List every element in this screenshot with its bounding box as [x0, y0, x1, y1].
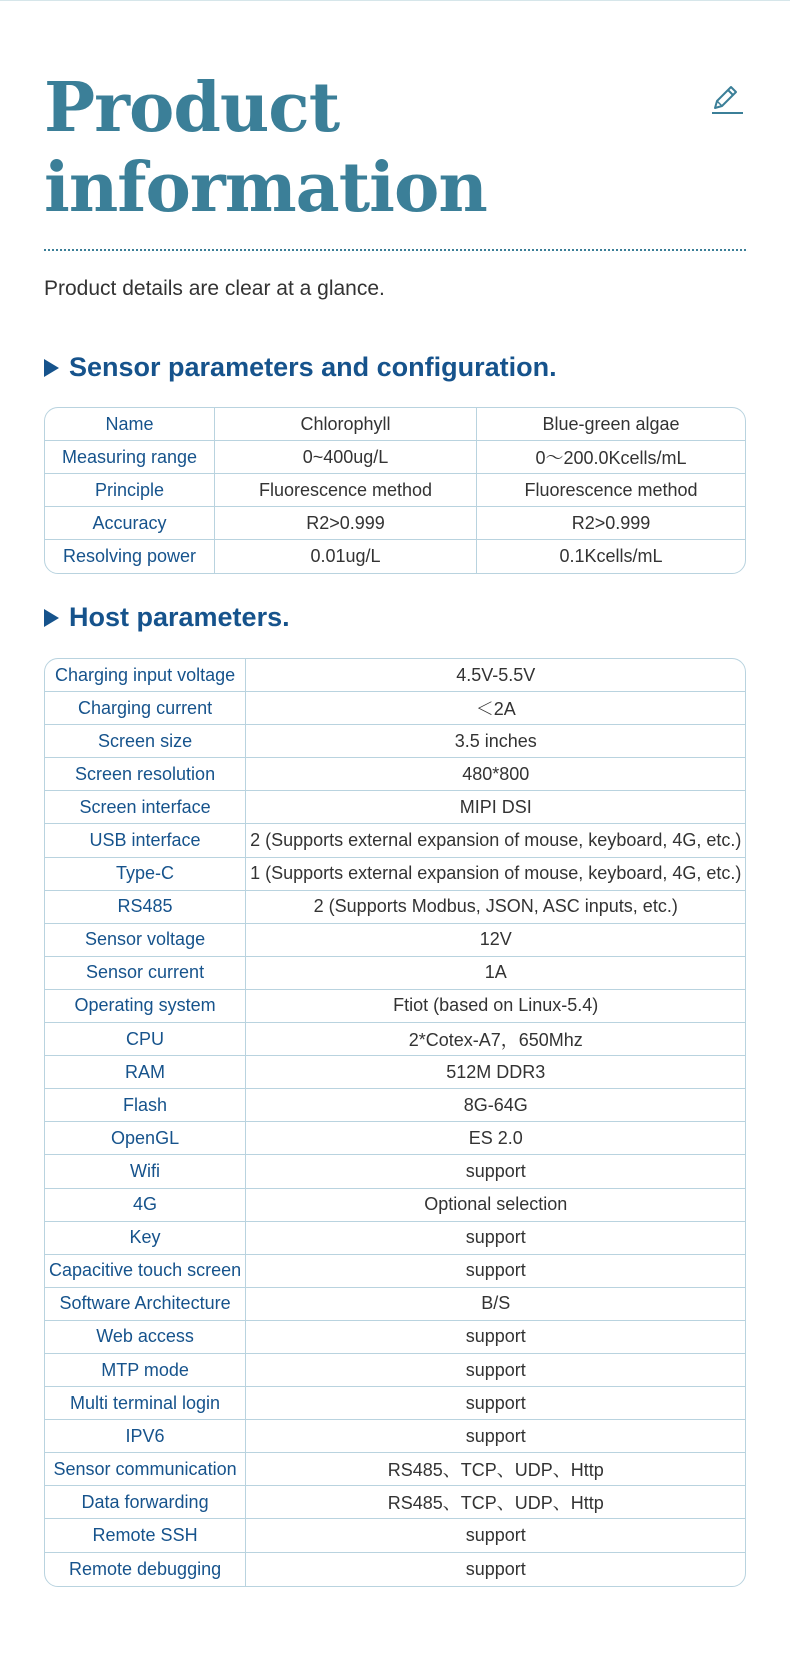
param-label: Sensor current [45, 957, 246, 990]
param-label: Type-C [45, 858, 246, 891]
param-label: Remote debugging [45, 1553, 246, 1586]
param-value: 4.5V-5.5V [246, 659, 745, 692]
table-row [45, 924, 745, 957]
param-label: OpenGL [45, 1122, 246, 1155]
table-row [45, 758, 745, 791]
param-label: Charging current [45, 692, 246, 725]
pencil-icon [707, 80, 745, 118]
table-row [45, 474, 745, 507]
param-value: 2*Cotex-A7，650Mhz [246, 1023, 745, 1056]
param-value: support [246, 1354, 745, 1387]
param-value: 1 (Supports external expansion of mouse, keyboard, 4G, etc.) [246, 858, 745, 891]
chlorophyll-value: R2>0.999 [215, 507, 477, 540]
param-label: USB interface [45, 824, 246, 857]
param-label: Remote SSH [45, 1519, 246, 1552]
param-value: support [246, 1519, 745, 1552]
param-value: B/S [246, 1288, 745, 1321]
param-label: Flash [45, 1089, 246, 1122]
param-label: Software Architecture [45, 1288, 246, 1321]
chlorophyll-value: 0.01ug/L [215, 540, 477, 573]
param-label: Screen size [45, 725, 246, 758]
param-label: Measuring range [45, 441, 215, 474]
table-row [45, 1420, 745, 1453]
sensor-section-title: Sensor parameters and configuration. [69, 352, 557, 382]
table-row [45, 858, 745, 891]
title-line-2: information [44, 148, 487, 228]
table-row [45, 891, 745, 924]
param-value: ES 2.0 [246, 1122, 745, 1155]
table-row [45, 1321, 745, 1354]
param-value: ＜2A [246, 692, 745, 725]
param-label: Wifi [45, 1155, 246, 1188]
param-value: 1A [246, 957, 745, 990]
param-value: support [246, 1222, 745, 1255]
param-value: 480*800 [246, 758, 745, 791]
param-label: Operating system [45, 990, 246, 1023]
table-row [45, 408, 745, 441]
param-label: Sensor voltage [45, 924, 246, 957]
table-row [45, 957, 745, 990]
top-divider [0, 0, 790, 1]
table-row [45, 1519, 745, 1552]
host-section-heading [44, 602, 290, 633]
title-line-1: Product [44, 68, 340, 148]
param-value: support [246, 1420, 745, 1453]
param-value: MIPI DSI [246, 791, 745, 824]
param-label: 4G [45, 1189, 246, 1222]
param-value: support [246, 1155, 745, 1188]
blue-green-algae-value: R2>0.999 [477, 507, 745, 540]
param-value: 2 (Supports Modbus, JSON, ASC inputs, etc.) [246, 891, 745, 924]
table-row [45, 1189, 745, 1222]
param-label: Charging input voltage [45, 659, 246, 692]
param-value: Optional selection [246, 1189, 745, 1222]
param-label: Data forwarding [45, 1486, 246, 1519]
table-row [45, 1089, 745, 1122]
table-row [45, 824, 745, 857]
param-label: MTP mode [45, 1354, 246, 1387]
table-row [45, 1486, 745, 1519]
table-row [45, 441, 745, 474]
dotted-divider [44, 249, 746, 251]
table-row [45, 659, 745, 692]
triangle-bullet-icon [44, 609, 59, 627]
page-subtitle: Product details are clear at a glance. [44, 277, 385, 300]
param-label: Resolving power [45, 540, 215, 573]
param-label: IPV6 [45, 1420, 246, 1453]
host-section-title: Host parameters. [69, 602, 290, 632]
table-row [45, 1288, 745, 1321]
param-label: Multi terminal login [45, 1387, 246, 1420]
chlorophyll-value: Fluorescence method [215, 474, 477, 507]
param-label: RS485 [45, 891, 246, 924]
table-row [45, 1222, 745, 1255]
param-label: RAM [45, 1056, 246, 1089]
table-row [45, 1023, 745, 1056]
blue-green-algae-value: 0～200.0Kcells/mL [477, 441, 745, 474]
param-value: RS485、TCP、UDP、Http [246, 1486, 745, 1519]
table-row [45, 692, 745, 725]
table-row [45, 507, 745, 540]
param-value: 512M DDR3 [246, 1056, 745, 1089]
param-value: 2 (Supports external expansion of mouse, keyboard, 4G, etc.) [246, 824, 745, 857]
param-label: Screen interface [45, 791, 246, 824]
blue-green-algae-value: Fluorescence method [477, 474, 745, 507]
param-label: Capacitive touch screen [45, 1255, 246, 1288]
table-row [45, 1255, 745, 1288]
table-row [45, 990, 745, 1023]
param-label: CPU [45, 1023, 246, 1056]
param-label: Screen resolution [45, 758, 246, 791]
param-value: 12V [246, 924, 745, 957]
table-row [45, 1387, 745, 1420]
param-value: support [465, 1558, 526, 1579]
param-value: support [246, 1321, 745, 1354]
param-label: Sensor communication [45, 1453, 246, 1486]
sensor-section-heading [44, 352, 557, 383]
param-label: Web access [45, 1321, 246, 1354]
table-row [45, 1122, 745, 1155]
table-row [45, 1553, 745, 1586]
table-row [45, 791, 745, 824]
param-label: Key [45, 1222, 246, 1255]
page-title [44, 68, 487, 228]
sensor-parameters-table [44, 407, 746, 574]
table-row [45, 1354, 745, 1387]
param-value: RS485、TCP、UDP、Http [246, 1453, 745, 1486]
param-value: Ftiot (based on Linux-5.4) [246, 990, 745, 1023]
triangle-bullet-icon [44, 359, 59, 377]
chlorophyll-value: Chlorophyll [215, 408, 477, 441]
host-parameters-table [44, 658, 746, 1587]
param-label: Principle [45, 474, 215, 507]
param-label: Name [45, 408, 215, 441]
table-row [45, 540, 745, 573]
table-row [45, 1155, 745, 1188]
param-value: 3.5 inches [246, 725, 745, 758]
param-value: support [246, 1255, 745, 1288]
param-value: support [246, 1387, 745, 1420]
chlorophyll-value: 0~400ug/L [215, 441, 477, 474]
param-label: Accuracy [45, 507, 215, 540]
table-row [45, 1056, 745, 1089]
table-row [45, 1453, 745, 1486]
param-value: 8G-64G [246, 1089, 745, 1122]
blue-green-algae-value: Blue-green algae [477, 408, 745, 441]
blue-green-algae-value: 0.1Kcells/mL [559, 546, 663, 566]
table-row [45, 725, 745, 758]
